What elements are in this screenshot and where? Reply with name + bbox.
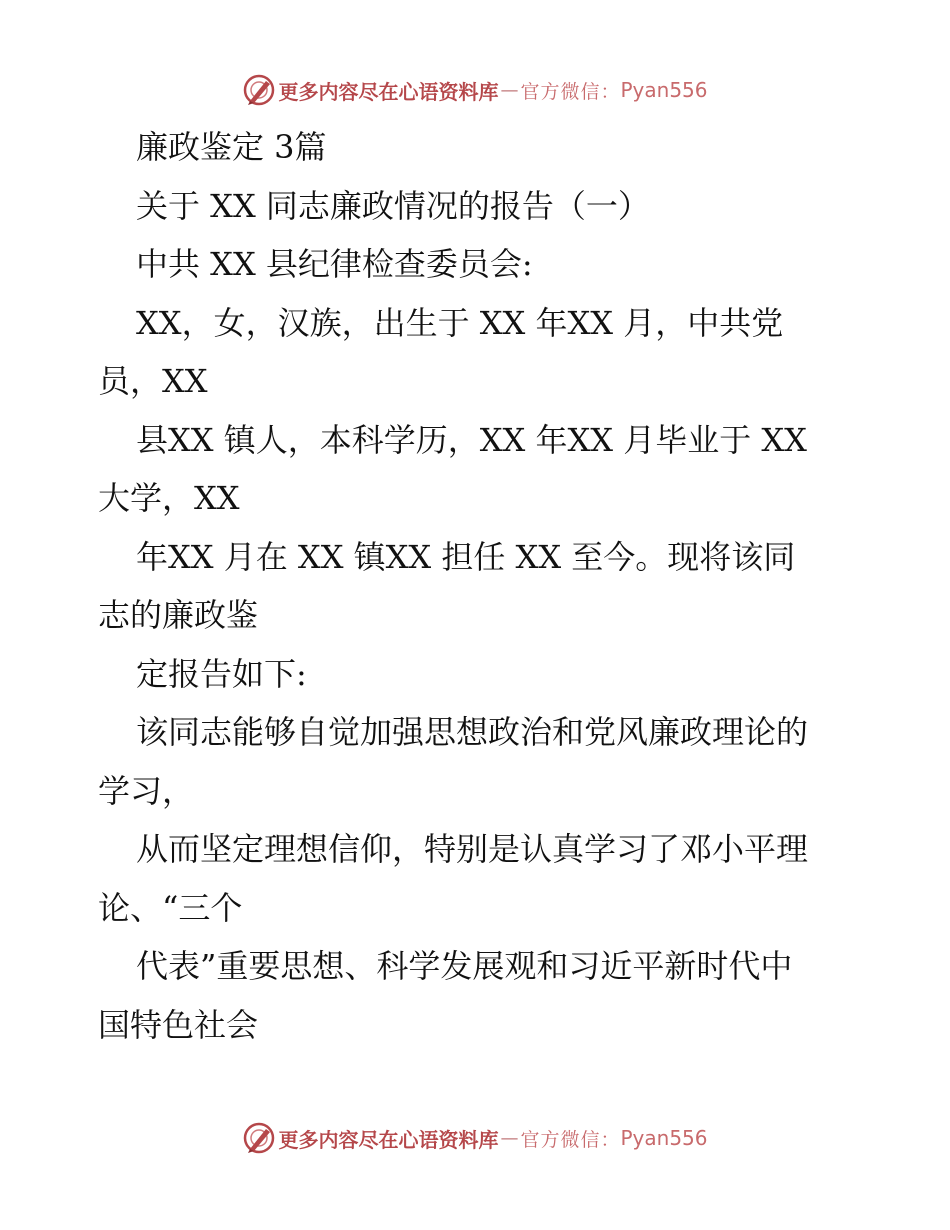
body-line: 代表”重要思想、科学发展观和习近平新时代中 (136, 947, 793, 985)
body-line: 志的廉政鉴 (98, 596, 259, 634)
watermark-separator: — (500, 79, 519, 101)
body-line: 年XX 月在 XX 镇XX 担任 XX 至今。现将该同 (136, 537, 796, 576)
pen-logo-icon (242, 73, 276, 107)
title-line: 廉政鉴定 3篇 (136, 128, 327, 166)
addressee-line: 中共 XX 县纪律检查委员会: (136, 245, 533, 283)
pen-logo-icon (242, 1121, 276, 1155)
body-line: 定报告如下: (136, 654, 307, 693)
header-watermark (0, 70, 950, 110)
document-body (98, 118, 858, 1054)
footer-watermark (0, 1118, 950, 1158)
watermark-wechat-id: Pyan556 (620, 1126, 708, 1150)
body-line: 员，XX (98, 362, 208, 400)
watermark-site-text: 更多内容尽在心语资料库 (278, 79, 499, 104)
watermark-wechat-id: Pyan556 (620, 78, 708, 102)
body-line: 学习， (98, 771, 195, 810)
body-line: 大学，XX (98, 479, 240, 517)
body-line: XX，女，汉族，出生于 XX 年XX 月，中共党 (136, 303, 784, 342)
body-line: 该同志能够自觉加强思想政治和党风廉政理论的 (136, 713, 809, 751)
body-line: 县XX 镇人，本科学历，XX 年XX 月毕业于 XX (136, 420, 807, 459)
body-line: 从而坚定理想信仰，特别是认真学习了邓小平理 (136, 830, 809, 868)
watermark-wechat-label: 官方微信： (520, 1128, 621, 1151)
subtitle-line: 关于 XX 同志廉政情况的报告（一） (136, 186, 650, 225)
watermark-wechat-label: 官方微信： (520, 80, 621, 103)
watermark-site-text: 更多内容尽在心语资料库 (278, 1127, 499, 1152)
body-line: 论、“三个 (98, 888, 243, 927)
watermark-separator: — (500, 1127, 519, 1149)
body-line: 国特色社会 (98, 1005, 259, 1044)
